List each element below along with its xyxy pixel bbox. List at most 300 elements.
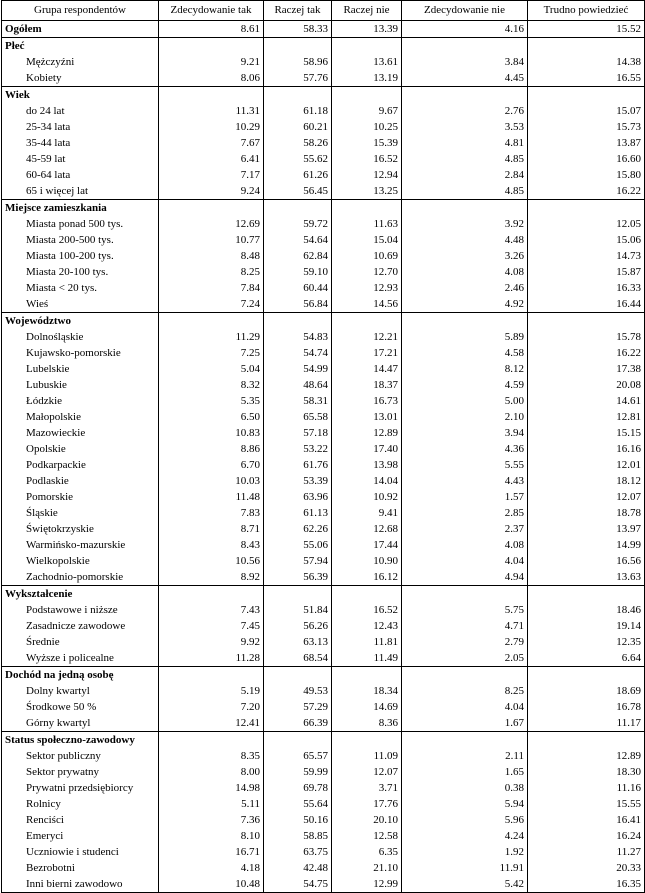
overall-row bbox=[2, 21, 645, 38]
header-rather-yes: Raczej tak bbox=[264, 1, 332, 21]
cell-value: 0.38 bbox=[402, 780, 528, 796]
cell-value: 4.08 bbox=[402, 264, 528, 280]
cell-value: 2.76 bbox=[402, 103, 528, 119]
cell-value: 15.06 bbox=[528, 232, 645, 248]
cell-value: 4.43 bbox=[402, 473, 528, 489]
cell-value: 11.49 bbox=[332, 650, 402, 667]
empty-cell bbox=[402, 87, 528, 104]
cell-value: 7.20 bbox=[159, 699, 264, 715]
cell-value: 10.03 bbox=[159, 473, 264, 489]
table-row bbox=[2, 489, 645, 505]
cell-value: 8.36 bbox=[332, 715, 402, 732]
row-label: Wielkopolskie bbox=[2, 553, 159, 569]
group-title: Wiek bbox=[2, 87, 159, 104]
cell-value: 59.10 bbox=[264, 264, 332, 280]
empty-cell bbox=[159, 586, 264, 603]
cell-value: 19.14 bbox=[528, 618, 645, 634]
cell-value: 58.33 bbox=[264, 21, 332, 38]
row-label: Podkarpackie bbox=[2, 457, 159, 473]
table-row bbox=[2, 119, 645, 135]
cell-value: 10.90 bbox=[332, 553, 402, 569]
row-label: Średnie bbox=[2, 634, 159, 650]
row-label: Śląskie bbox=[2, 505, 159, 521]
row-label: Prywatni przedsiębiorcy bbox=[2, 780, 159, 796]
cell-value: 2.10 bbox=[402, 409, 528, 425]
cell-value: 10.29 bbox=[159, 119, 264, 135]
table-row bbox=[2, 715, 645, 732]
cell-value: 42.48 bbox=[264, 860, 332, 876]
cell-value: 4.48 bbox=[402, 232, 528, 248]
cell-value: 54.75 bbox=[264, 876, 332, 893]
cell-value: 1.57 bbox=[402, 489, 528, 505]
table-body bbox=[2, 21, 645, 893]
cell-value: 16.52 bbox=[332, 151, 402, 167]
cell-value: 12.99 bbox=[332, 876, 402, 893]
cell-value: 18.34 bbox=[332, 683, 402, 699]
row-label: Świętokrzyskie bbox=[2, 521, 159, 537]
table-row bbox=[2, 345, 645, 361]
table-row bbox=[2, 602, 645, 618]
cell-value: 8.86 bbox=[159, 441, 264, 457]
cell-value: 21.10 bbox=[332, 860, 402, 876]
cell-value: 8.10 bbox=[159, 828, 264, 844]
cell-value: 4.94 bbox=[402, 569, 528, 586]
table-row bbox=[2, 103, 645, 119]
cell-value: 11.63 bbox=[332, 216, 402, 232]
cell-value: 10.83 bbox=[159, 425, 264, 441]
cell-value: 4.71 bbox=[402, 618, 528, 634]
row-label: Warmińsko-mazurskie bbox=[2, 537, 159, 553]
cell-value: 63.75 bbox=[264, 844, 332, 860]
table-row bbox=[2, 521, 645, 537]
cell-value: 16.24 bbox=[528, 828, 645, 844]
table-row bbox=[2, 425, 645, 441]
cell-value: 4.08 bbox=[402, 537, 528, 553]
cell-value: 4.45 bbox=[402, 70, 528, 87]
cell-value: 4.04 bbox=[402, 699, 528, 715]
cell-value: 5.11 bbox=[159, 796, 264, 812]
cell-value: 8.43 bbox=[159, 537, 264, 553]
cell-value: 6.35 bbox=[332, 844, 402, 860]
group-header-row bbox=[2, 200, 645, 217]
empty-cell bbox=[264, 586, 332, 603]
cell-value: 11.29 bbox=[159, 329, 264, 345]
cell-value: 5.00 bbox=[402, 393, 528, 409]
cell-value: 13.97 bbox=[528, 521, 645, 537]
cell-value: 4.85 bbox=[402, 183, 528, 200]
table-row bbox=[2, 70, 645, 87]
row-label: Lubuskie bbox=[2, 377, 159, 393]
cell-value: 11.31 bbox=[159, 103, 264, 119]
cell-value: 4.59 bbox=[402, 377, 528, 393]
row-label: Miasta 20-100 tys. bbox=[2, 264, 159, 280]
cell-value: 13.87 bbox=[528, 135, 645, 151]
table-row bbox=[2, 296, 645, 313]
cell-value: 15.15 bbox=[528, 425, 645, 441]
cell-value: 18.37 bbox=[332, 377, 402, 393]
table-row bbox=[2, 409, 645, 425]
cell-value: 7.67 bbox=[159, 135, 264, 151]
cell-value: 4.24 bbox=[402, 828, 528, 844]
cell-value: 16.12 bbox=[332, 569, 402, 586]
cell-value: 3.94 bbox=[402, 425, 528, 441]
cell-value: 18.12 bbox=[528, 473, 645, 489]
cell-value: 1.65 bbox=[402, 764, 528, 780]
cell-value: 18.30 bbox=[528, 764, 645, 780]
cell-value: 5.94 bbox=[402, 796, 528, 812]
cell-value: 4.04 bbox=[402, 553, 528, 569]
table-row bbox=[2, 650, 645, 667]
cell-value: 4.81 bbox=[402, 135, 528, 151]
empty-cell bbox=[528, 732, 645, 749]
row-label: Wieś bbox=[2, 296, 159, 313]
table-row bbox=[2, 876, 645, 893]
cell-value: 15.07 bbox=[528, 103, 645, 119]
header-definitely-no: Zdecydowanie nie bbox=[402, 1, 528, 21]
empty-cell bbox=[402, 667, 528, 684]
cell-value: 11.16 bbox=[528, 780, 645, 796]
row-label: 35-44 lata bbox=[2, 135, 159, 151]
cell-value: 14.69 bbox=[332, 699, 402, 715]
row-label: Ogółem bbox=[2, 21, 159, 38]
cell-value: 9.92 bbox=[159, 634, 264, 650]
row-label: Lubelskie bbox=[2, 361, 159, 377]
table-row bbox=[2, 537, 645, 553]
cell-value: 4.16 bbox=[402, 21, 528, 38]
cell-value: 4.58 bbox=[402, 345, 528, 361]
cell-value: 13.39 bbox=[332, 21, 402, 38]
row-label: Zachodnio-pomorskie bbox=[2, 569, 159, 586]
row-label: Podstawowe i niższe bbox=[2, 602, 159, 618]
cell-value: 65.57 bbox=[264, 748, 332, 764]
cell-value: 60.21 bbox=[264, 119, 332, 135]
empty-cell bbox=[332, 87, 402, 104]
cell-value: 15.39 bbox=[332, 135, 402, 151]
row-label: 25-34 lata bbox=[2, 119, 159, 135]
empty-cell bbox=[332, 313, 402, 330]
table-row bbox=[2, 618, 645, 634]
empty-cell bbox=[264, 38, 332, 55]
empty-cell bbox=[402, 732, 528, 749]
cell-value: 58.96 bbox=[264, 54, 332, 70]
row-label: Bezrobotni bbox=[2, 860, 159, 876]
empty-cell bbox=[159, 732, 264, 749]
cell-value: 3.26 bbox=[402, 248, 528, 264]
row-label: Małopolskie bbox=[2, 409, 159, 425]
row-label: 60-64 lata bbox=[2, 167, 159, 183]
table-row bbox=[2, 683, 645, 699]
table-row bbox=[2, 135, 645, 151]
cell-value: 4.92 bbox=[402, 296, 528, 313]
group-title: Dochód na jedną osobę bbox=[2, 667, 159, 684]
cell-value: 9.67 bbox=[332, 103, 402, 119]
table-row bbox=[2, 248, 645, 264]
cell-value: 16.35 bbox=[528, 876, 645, 893]
cell-value: 10.25 bbox=[332, 119, 402, 135]
cell-value: 12.89 bbox=[528, 748, 645, 764]
cell-value: 16.41 bbox=[528, 812, 645, 828]
cell-value: 3.84 bbox=[402, 54, 528, 70]
empty-cell bbox=[528, 313, 645, 330]
cell-value: 5.04 bbox=[159, 361, 264, 377]
cell-value: 11.48 bbox=[159, 489, 264, 505]
cell-value: 55.06 bbox=[264, 537, 332, 553]
table-row bbox=[2, 216, 645, 232]
cell-value: 14.47 bbox=[332, 361, 402, 377]
cell-value: 14.56 bbox=[332, 296, 402, 313]
cell-value: 12.89 bbox=[332, 425, 402, 441]
cell-value: 2.37 bbox=[402, 521, 528, 537]
cell-value: 3.53 bbox=[402, 119, 528, 135]
cell-value: 4.36 bbox=[402, 441, 528, 457]
cell-value: 59.99 bbox=[264, 764, 332, 780]
row-label: Miasta 200-500 tys. bbox=[2, 232, 159, 248]
empty-cell bbox=[402, 200, 528, 217]
cell-value: 1.92 bbox=[402, 844, 528, 860]
cell-value: 16.78 bbox=[528, 699, 645, 715]
cell-value: 12.69 bbox=[159, 216, 264, 232]
cell-value: 61.13 bbox=[264, 505, 332, 521]
cell-value: 7.84 bbox=[159, 280, 264, 296]
row-label: Sektor prywatny bbox=[2, 764, 159, 780]
row-label: Zasadnicze zawodowe bbox=[2, 618, 159, 634]
cell-value: 5.55 bbox=[402, 457, 528, 473]
cell-value: 5.96 bbox=[402, 812, 528, 828]
cell-value: 7.45 bbox=[159, 618, 264, 634]
empty-cell bbox=[332, 732, 402, 749]
cell-value: 1.67 bbox=[402, 715, 528, 732]
cell-value: 15.80 bbox=[528, 167, 645, 183]
row-label: Sektor publiczny bbox=[2, 748, 159, 764]
cell-value: 56.26 bbox=[264, 618, 332, 634]
cell-value: 57.18 bbox=[264, 425, 332, 441]
cell-value: 15.04 bbox=[332, 232, 402, 248]
group-title: Status społeczno-zawodowy bbox=[2, 732, 159, 749]
table-row bbox=[2, 748, 645, 764]
table-row bbox=[2, 329, 645, 345]
cell-value: 16.73 bbox=[332, 393, 402, 409]
survey-table bbox=[1, 0, 645, 893]
cell-value: 61.76 bbox=[264, 457, 332, 473]
empty-cell bbox=[528, 667, 645, 684]
table-row bbox=[2, 860, 645, 876]
table-header bbox=[2, 1, 645, 21]
row-label: Mężczyźni bbox=[2, 54, 159, 70]
cell-value: 12.35 bbox=[528, 634, 645, 650]
cell-value: 16.22 bbox=[528, 183, 645, 200]
table-row bbox=[2, 473, 645, 489]
row-label: 65 i więcej lat bbox=[2, 183, 159, 200]
cell-value: 12.93 bbox=[332, 280, 402, 296]
cell-value: 60.44 bbox=[264, 280, 332, 296]
table-row bbox=[2, 828, 645, 844]
group-header-row bbox=[2, 38, 645, 55]
cell-value: 48.64 bbox=[264, 377, 332, 393]
empty-cell bbox=[528, 87, 645, 104]
cell-value: 5.42 bbox=[402, 876, 528, 893]
cell-value: 20.33 bbox=[528, 860, 645, 876]
header-hard-to-say: Trudno powiedzieć bbox=[528, 1, 645, 21]
empty-cell bbox=[528, 38, 645, 55]
empty-cell bbox=[332, 667, 402, 684]
cell-value: 61.26 bbox=[264, 167, 332, 183]
table-row bbox=[2, 812, 645, 828]
row-label: 45-59 lat bbox=[2, 151, 159, 167]
empty-cell bbox=[264, 667, 332, 684]
cell-value: 12.68 bbox=[332, 521, 402, 537]
cell-value: 13.25 bbox=[332, 183, 402, 200]
group-header-row bbox=[2, 586, 645, 603]
cell-value: 17.21 bbox=[332, 345, 402, 361]
cell-value: 9.41 bbox=[332, 505, 402, 521]
cell-value: 14.61 bbox=[528, 393, 645, 409]
cell-value: 62.26 bbox=[264, 521, 332, 537]
empty-cell bbox=[264, 87, 332, 104]
cell-value: 53.39 bbox=[264, 473, 332, 489]
cell-value: 12.81 bbox=[528, 409, 645, 425]
cell-value: 15.87 bbox=[528, 264, 645, 280]
cell-value: 14.38 bbox=[528, 54, 645, 70]
cell-value: 7.36 bbox=[159, 812, 264, 828]
row-label: Rolnicy bbox=[2, 796, 159, 812]
cell-value: 17.38 bbox=[528, 361, 645, 377]
cell-value: 49.53 bbox=[264, 683, 332, 699]
cell-value: 57.29 bbox=[264, 699, 332, 715]
cell-value: 18.69 bbox=[528, 683, 645, 699]
cell-value: 12.58 bbox=[332, 828, 402, 844]
row-label: do 24 lat bbox=[2, 103, 159, 119]
cell-value: 2.11 bbox=[402, 748, 528, 764]
cell-value: 8.71 bbox=[159, 521, 264, 537]
cell-value: 7.25 bbox=[159, 345, 264, 361]
cell-value: 56.39 bbox=[264, 569, 332, 586]
cell-value: 56.45 bbox=[264, 183, 332, 200]
group-title: Wykształcenie bbox=[2, 586, 159, 603]
cell-value: 16.52 bbox=[332, 602, 402, 618]
cell-value: 54.64 bbox=[264, 232, 332, 248]
table-row bbox=[2, 264, 645, 280]
cell-value: 10.56 bbox=[159, 553, 264, 569]
cell-value: 11.17 bbox=[528, 715, 645, 732]
cell-value: 10.48 bbox=[159, 876, 264, 893]
empty-cell bbox=[264, 732, 332, 749]
cell-value: 18.46 bbox=[528, 602, 645, 618]
table-row bbox=[2, 764, 645, 780]
cell-value: 7.17 bbox=[159, 167, 264, 183]
table-row bbox=[2, 361, 645, 377]
cell-value: 12.07 bbox=[528, 489, 645, 505]
empty-cell bbox=[264, 313, 332, 330]
cell-value: 56.84 bbox=[264, 296, 332, 313]
cell-value: 12.43 bbox=[332, 618, 402, 634]
table-row bbox=[2, 569, 645, 586]
row-label: Miasta ponad 500 tys. bbox=[2, 216, 159, 232]
header-definitely-yes: Zdecydowanie tak bbox=[159, 1, 264, 21]
cell-value: 12.21 bbox=[332, 329, 402, 345]
cell-value: 6.64 bbox=[528, 650, 645, 667]
cell-value: 55.62 bbox=[264, 151, 332, 167]
cell-value: 5.19 bbox=[159, 683, 264, 699]
table-row bbox=[2, 232, 645, 248]
cell-value: 16.22 bbox=[528, 345, 645, 361]
cell-value: 13.61 bbox=[332, 54, 402, 70]
cell-value: 17.40 bbox=[332, 441, 402, 457]
cell-value: 7.24 bbox=[159, 296, 264, 313]
cell-value: 7.83 bbox=[159, 505, 264, 521]
cell-value: 11.27 bbox=[528, 844, 645, 860]
empty-cell bbox=[159, 38, 264, 55]
cell-value: 20.10 bbox=[332, 812, 402, 828]
cell-value: 57.76 bbox=[264, 70, 332, 87]
empty-cell bbox=[264, 200, 332, 217]
cell-value: 3.71 bbox=[332, 780, 402, 796]
cell-value: 2.84 bbox=[402, 167, 528, 183]
table-row bbox=[2, 796, 645, 812]
cell-value: 16.44 bbox=[528, 296, 645, 313]
cell-value: 12.07 bbox=[332, 764, 402, 780]
empty-cell bbox=[159, 667, 264, 684]
cell-value: 5.75 bbox=[402, 602, 528, 618]
empty-cell bbox=[159, 200, 264, 217]
empty-cell bbox=[332, 586, 402, 603]
cell-value: 5.35 bbox=[159, 393, 264, 409]
empty-cell bbox=[159, 313, 264, 330]
table-row bbox=[2, 54, 645, 70]
cell-value: 8.35 bbox=[159, 748, 264, 764]
cell-value: 13.98 bbox=[332, 457, 402, 473]
empty-cell bbox=[402, 313, 528, 330]
empty-cell bbox=[402, 586, 528, 603]
row-label: Górny kwartyl bbox=[2, 715, 159, 732]
cell-value: 12.05 bbox=[528, 216, 645, 232]
cell-value: 8.06 bbox=[159, 70, 264, 87]
row-label: Kujawsko-pomorskie bbox=[2, 345, 159, 361]
empty-cell bbox=[159, 87, 264, 104]
row-label: Łódzkie bbox=[2, 393, 159, 409]
cell-value: 54.74 bbox=[264, 345, 332, 361]
row-label: Dolnośląskie bbox=[2, 329, 159, 345]
row-label: Wyższe i policealne bbox=[2, 650, 159, 667]
cell-value: 5.89 bbox=[402, 329, 528, 345]
cell-value: 8.48 bbox=[159, 248, 264, 264]
cell-value: 4.85 bbox=[402, 151, 528, 167]
cell-value: 2.85 bbox=[402, 505, 528, 521]
cell-value: 8.25 bbox=[159, 264, 264, 280]
row-label: Dolny kwartyl bbox=[2, 683, 159, 699]
cell-value: 8.32 bbox=[159, 377, 264, 393]
cell-value: 54.83 bbox=[264, 329, 332, 345]
row-label: Uczniowie i studenci bbox=[2, 844, 159, 860]
cell-value: 15.78 bbox=[528, 329, 645, 345]
cell-value: 10.69 bbox=[332, 248, 402, 264]
header-group: Grupa respondentów bbox=[2, 1, 159, 21]
cell-value: 10.77 bbox=[159, 232, 264, 248]
table-row bbox=[2, 699, 645, 715]
row-label: Mazowieckie bbox=[2, 425, 159, 441]
row-label: Renciści bbox=[2, 812, 159, 828]
cell-value: 13.63 bbox=[528, 569, 645, 586]
table-row bbox=[2, 441, 645, 457]
cell-value: 50.16 bbox=[264, 812, 332, 828]
cell-value: 2.05 bbox=[402, 650, 528, 667]
header-rather-no: Raczej nie bbox=[332, 1, 402, 21]
cell-value: 51.84 bbox=[264, 602, 332, 618]
cell-value: 16.60 bbox=[528, 151, 645, 167]
cell-value: 14.73 bbox=[528, 248, 645, 264]
empty-cell bbox=[528, 200, 645, 217]
cell-value: 59.72 bbox=[264, 216, 332, 232]
cell-value: 6.50 bbox=[159, 409, 264, 425]
